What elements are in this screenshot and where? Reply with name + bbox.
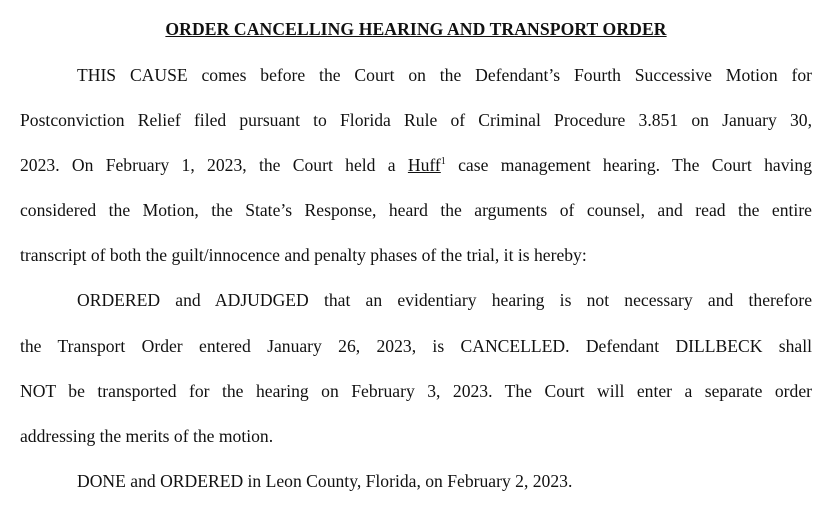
paragraph-cause-line-1: THIS CAUSE comes before the Court on the Defendant’s Fourth Successive Motion for [77,65,812,85]
paragraph-cause-line-3-end: case management hearing. The Court having [445,155,812,176]
paragraph-ordered-line-3: NOT be transported for the hearing on February 3, 2023. The Court will enter a separate order [20,380,812,401]
paragraph-cause-line-2: Postconviction Relief filed pursuant to Florida Rule of Criminal Procedure 3.851 on January 30, [20,110,812,131]
paragraph-cause-line-3-start: 2023. On February 1, 2023, the Court held a [20,155,408,176]
paragraph-done-line-1: DONE and ORDERED in Leon County, Florida, on February 2, 2023. [77,470,573,491]
paragraph-ordered-line-2: the Transport Order entered January 26, 2023, is CANCELLED. Defendant DILLBECK shall [20,335,812,356]
paragraph-cause [20,53,812,278]
document-page [0,15,832,505]
paragraph-cause-line-5: transcript of both the guilt/innocence and penalty phases of the trial, it is hereby: [20,245,587,266]
case-name-huff: Huff [407,155,441,176]
footnote-marker: 1 [440,156,446,168]
paragraph-cause-line-4: considered the Motion, the State’s Response, heard the arguments of counsel, and read the entire [20,200,812,221]
paragraph-ordered-line-4: addressing the merits of the motion. [20,425,274,446]
paragraph-done [20,459,812,504]
paragraph-cause-line-3 [20,143,812,188]
paragraph-ordered-line-1: ORDERED and ADJUDGED that an evidentiary hearing is not necessary and therefore [77,290,812,311]
order-title: ORDER CANCELLING HEARING AND TRANSPORT ORDER [165,19,667,39]
paragraph-ordered [20,278,812,458]
